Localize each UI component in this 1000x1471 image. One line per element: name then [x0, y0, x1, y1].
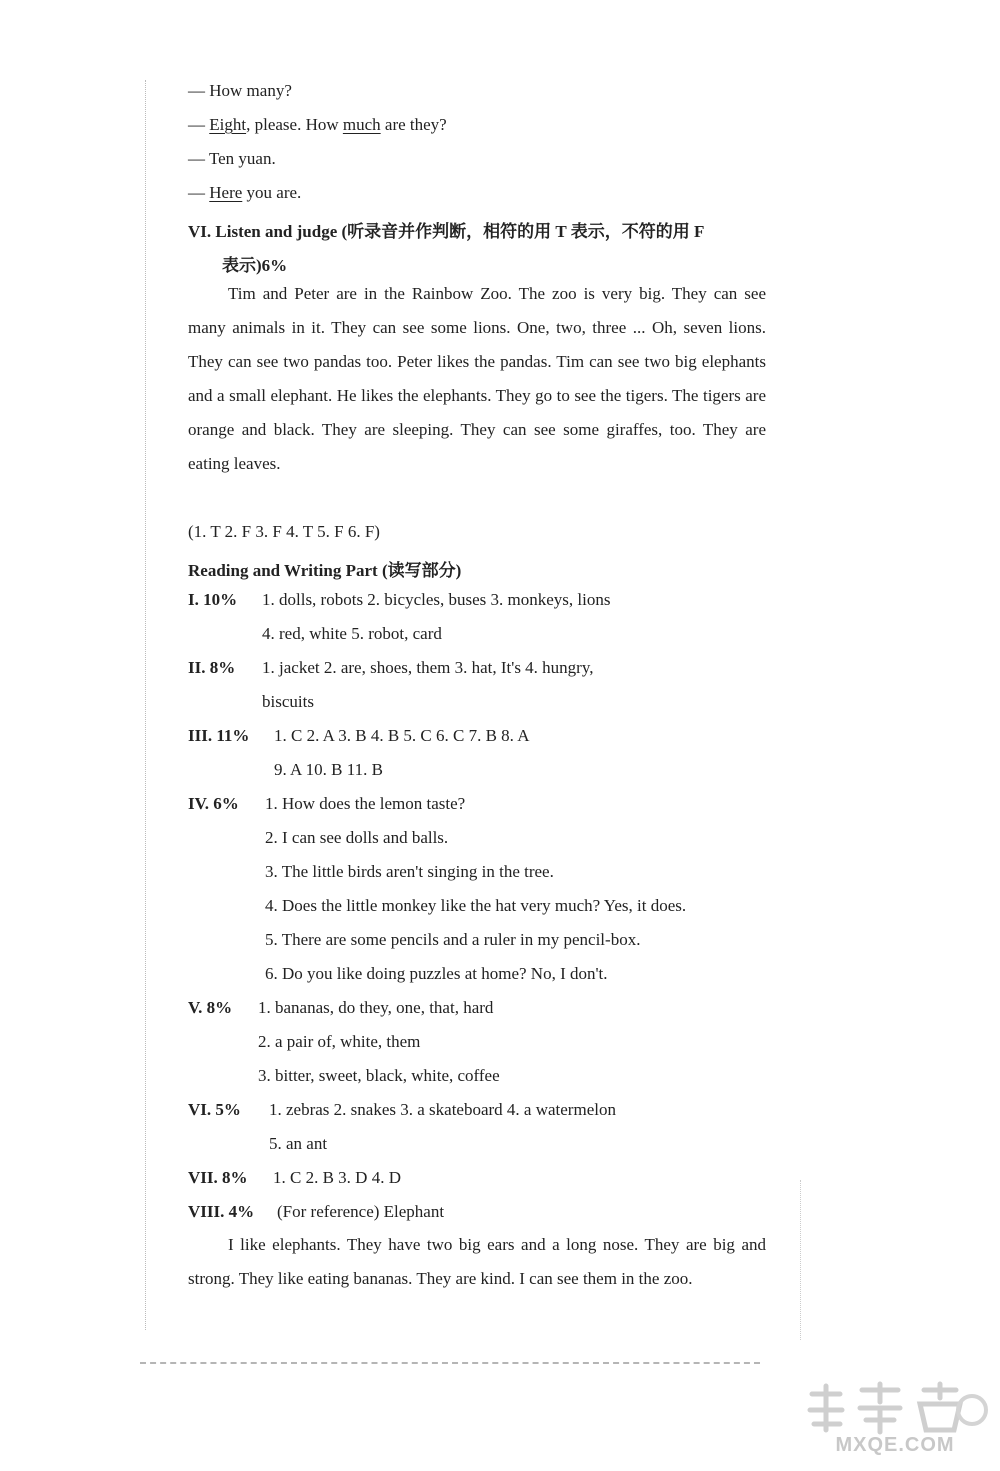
section-iv-item: 1. How does the lemon taste? — [265, 794, 466, 813]
section-iv-item: 2. I can see dolls and balls. — [265, 828, 449, 847]
section-label-v: V. 8% — [188, 998, 233, 1017]
section-vii-answers: 1. C 2. B 3. D 4. D — [273, 1168, 401, 1187]
section-label-vii: VII. 8% — [188, 1168, 248, 1187]
dash: — — [188, 183, 210, 202]
section-iv-item: 5. There are some pencils and a ruler in my pencil-box. — [265, 930, 641, 949]
section-ii-answers-2: biscuits — [262, 692, 314, 711]
section-label-i: I. 10% — [188, 590, 238, 609]
blank-answer-much: much — [342, 115, 381, 134]
section-iv-item: 4. Does the little monkey like the hat very much? Yes, it does. — [265, 896, 687, 915]
dialogue-text: are they? — [380, 115, 447, 134]
dash: — — [188, 115, 210, 134]
section-label-ii: II. 8% — [188, 658, 236, 677]
section-vi-answers-2: 5. an ant — [269, 1134, 328, 1153]
right-margin-dotted-line — [800, 1180, 801, 1340]
watermark-text: MXQE.COM — [835, 1434, 955, 1456]
dialogue-line-4 — [188, 183, 301, 203]
section-iv-item: 6. Do you like doing puzzles at home? No, I don't. — [265, 964, 608, 983]
section-label-iv: IV. 6% — [188, 794, 239, 813]
section-v-item: 3. bitter, sweet, black, white, coffee — [258, 1066, 500, 1085]
dialogue-line-2 — [188, 115, 447, 135]
section-viii-title: (For reference) Elephant — [277, 1202, 445, 1221]
dialogue-line-1: — How many? — [188, 81, 292, 100]
section-iii-answers-2: 9. A 10. B 11. B — [274, 760, 383, 779]
dialogue-text: , please. How — [246, 115, 343, 134]
section-heading-cont: 表示)6% — [222, 256, 288, 275]
section-i-answers-2: 4. red, white 5. robot, card — [262, 624, 442, 643]
blank-answer-eight: Eight — [209, 115, 247, 134]
section-label-vi: VI. 5% — [188, 1100, 241, 1119]
section-label-iii: III. 11% — [188, 726, 250, 745]
section-i-answers-1: 1. dolls, robots 2. bicycles, buses 3. monkeys, lions — [262, 590, 611, 609]
dialogue-line-3: — Ten yuan. — [188, 149, 276, 168]
section-v-item: 1. bananas, do they, one, that, hard — [258, 998, 494, 1017]
bottom-dashed-rule — [140, 1362, 760, 1364]
reference-essay: I like elephants. They have two big ears and a long nose. They are big and strong. They like eating bananas. They are kind. I can see them in the zoo. — [188, 1235, 766, 1288]
section-iv-item: 3. The little birds aren't singing in the tree. — [265, 862, 554, 881]
section-heading-listen-judge: VI. Listen and judge (听录音并作判断，相符的用 T 表示，不符的用 F — [188, 222, 705, 241]
answer-site-logo-icon — [800, 1380, 990, 1436]
listening-answers: (1. T 2. F 3. F 4. T 5. F 6. F) — [188, 522, 380, 541]
left-margin-dotted-line — [145, 80, 146, 1330]
section-label-viii: VIII. 4% — [188, 1202, 255, 1221]
section-ii-answers-1: 1. jacket 2. are, shoes, them 3. hat, It's 4. hungry, — [262, 658, 594, 677]
section-v-item: 2. a pair of, white, them — [258, 1032, 421, 1051]
blank-answer-here: Here — [209, 183, 243, 202]
listening-passage: Tim and Peter are in the Rainbow Zoo. The zoo is very big. They can see many animals in it. They can see some lions. One, two, three ... Oh, seven lions. They can see two pandas too. Peter likes the pandas. Tim can see two big elephants and a small elephant. He likes the elephants. They go to see the tigers. The tigers are orange and black. They are sleeping. They can see some giraffes, too. They are eating leaves. — [188, 284, 766, 473]
part-title-reading-writing: Reading and Writing Part (读写部分) — [188, 561, 462, 580]
section-vi-answers-1: 1. zebras 2. snakes 3. a skateboard 4. a watermelon — [269, 1100, 616, 1119]
dialogue-text: you are. — [242, 183, 302, 202]
watermark-logo — [800, 1380, 990, 1466]
section-iii-answers-1: 1. C 2. A 3. B 4. B 5. C 6. C 7. B 8. A — [274, 726, 530, 745]
